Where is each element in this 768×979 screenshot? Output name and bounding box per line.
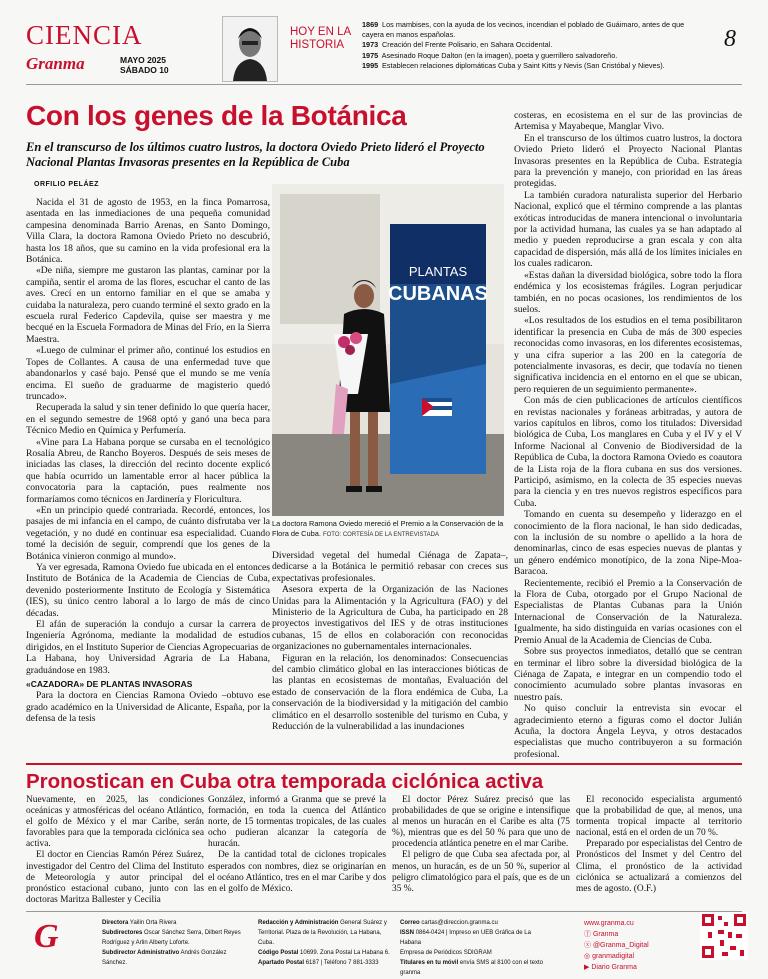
issue-weekday: SÁBADO 10 [120,65,169,75]
twitter-handle: @Granma_Digital [592,942,649,949]
footer-social [584,918,694,973]
history-year: 1995 [362,60,379,70]
paragraph: «Luego de culminar el primer año, continué los estudios en Topes de Collantes. A causa de una enfermedad tuve que abandonarlos y casé bajo. Pensé que el mundo se me venía encima. El sueño de graduarme de magisterio quedó truncado». [26,345,270,402]
paragraph: El peligro de que Cuba sea afectada por, al menos, un huracán, es de un 50 %, superior al peligro climatológico para el país, que es de un 35 %. [392,850,570,894]
history-year: 1973 [362,40,379,50]
article-column-1 [26,197,270,725]
facebook-handle: Granma [592,931,619,938]
paragraph: «Estas dañan la diversidad biológica, sobre todo la flora endémica y los ecosistemas frágiles. Logran perjudicar también, en no pocas ocasiones, los rendimientos de los suelos. [514,269,742,315]
footer-key: Directora [102,920,129,926]
qr-code-icon [700,912,748,960]
history-item [362,20,702,40]
youtube-handle: Diario Granma [591,964,637,971]
issue-month: MAYO 2025 [120,55,166,65]
footer-value: Andrés González Sánchez. [102,950,227,966]
caption-text: La doctora Ramona Oviedo mereció el Premio a la Conservación de la Flora de Cuba. [272,519,504,538]
banner-text-1: PLANTAS [408,264,468,279]
paragraph: Nacida el 31 de agosto de 1953, en la finca Pomarrosa, asentada en las inmediaciones de una pequeña comunidad campesina denominada Barrio Arenas, en Santo Domingo, Villa Clara, la doctora Ramona Oviedo Prieto no descubrió, hasta los 18 años, que su camino en la vida profesional era la Botánica. [26,197,270,266]
article2-headline: Pronostican en Cuba otra temporada ciclónica activa [26,770,544,793]
footer-key: Redacción y Administración [258,920,339,926]
paragraph: No quiso concluir la entrevista sin evocar el agradecimiento eterno a figuras como el doctor Julián Acuña, la doctora Ángela Leyva, y otros destacados especialistas que mucho contribuyeron a su formación profesional. [514,703,742,760]
paragraph: González, informó a Granma que se prevé la formación, en toda la cuenca del Atlántico norte, de 15 tormentas tropicales, de las cuales ocho pudieran alcanzar la categoría de huracán. [208,795,386,850]
history-list [362,20,702,71]
footer-divider [26,911,742,912]
paragraph: Asesora experta de la Organización de las Naciones Unidas para la Alimentación y la Agricultura (FAO) y del Ministerio de la Agricultura de Cuba, ha participado en 28 proyectos investigativos del IES y de otras instituciones cubanas, 15 de ellos en colaboración con reconocidas organizaciones no gubernamentales internacionales. [272,584,508,653]
paragraph: «En un principio quedé contrariada. Recordé, entonces, los pasajes de mi infancia en el campo, de cuánto disfrutaba ver la vegetación, y no dudé en continuar esa especialidad. Cuando tomé la decisión de seguir, comprendí que los genes de la Botánica vinieron conmigo al mundo». [26,504,270,562]
paragraph: Sobre sus proyectos inmediatos, detalló que se centran en terminar el libro sobre la diversidad biológica de la Ciénaga de Zapata, e integrar en un compendio todo el conocimiento acumulado sobre plantas invasoras en nuestro país. [514,646,742,703]
footer-line [400,958,550,978]
history-text: Asesinado Roque Dalton (en la imagen), poeta y guerrillero salvadoreño. [381,50,618,60]
paragraph: costeras, en ecosistema en el sur de las provincias de Artemisa y Mayabeque, Manglar Vivo. [514,110,742,133]
paragraph: Preparado por especialistas del Centro de Pronósticos del Insmet y del Centro del Clima, el pronóstico de la actividad ciclónica se actualizará a comienzos del mes de agosto. (O.F.) [576,839,742,894]
paragraph: Recientemente, recibió el Premio a la Conservación de la Flora de Cuba, otorgado por el Grupo Nacional de Especialistas de Plantas Cubanas para la Unión Internacional de Conservación de la Naturaleza. Igualmente, ha sido distinguida en varias ocasiones con el Premio Anual de la Academia de Ciencias de Cuba. [514,577,742,646]
paragraph: Nuevamente, en 2025, las condiciones oceánicas y atmosféricas del océano Atlántico, el golfo de México y el mar Caribe, serán favorables para que la temporada ciclónica sea activa. [26,795,204,850]
article-divider [26,763,742,765]
paragraph: En el transcurso de los últimos cuatro lustros, la doctora Oviedo Prieto lideró el Proyecto Nacional Plantas Invasoras presentes en la República de Cuba. Estrategia para la prevención y manejo, con prioridad en las áreas protegidas. [514,132,742,190]
youtube-link[interactable]: ▶ Diario Granma [584,964,637,971]
footer-value: Empresa de Periódicos SDIGRAM [400,950,492,956]
paragraph: Ya ver egresada, Ramona Oviedo fue ubicada en el entonces Instituto de Botánica de la Academia de Ciencias de Cuba, devenido posteriormente Instituto de Ecología y Sistemática (IES), su único centro laboral a lo largo de más de cinco décadas. [26,562,270,619]
footer-contact [400,918,550,978]
footer-staff [102,918,252,968]
facebook-link[interactable]: ⓕ Granma [584,931,619,938]
paragraph: Diversidad vegetal del humedal Ciénaga de Zapata–, dedicarse a la Botánica le permitió rebasar con creces sus expectativas profesionales. [272,550,508,584]
instagram-link[interactable]: ◎ granmadigital [584,953,635,960]
granma-logo: Granma [26,54,85,73]
paragraph: Tomando en cuenta su desempeño y liderazgo en el conocimiento de la flora nacional, le han sido dedicadas, con la inclusión de su nombre o apellido a la hora de denominarlas, cinco de esas especies nuevas de plantas y un género endémico monotípico, de la zona Nipe-Moa-Baracoa. [514,509,742,578]
footer-line [258,958,394,968]
paragraph: Recuperada la salud y sin tener definido lo que quería hacer, en el segundo semestre de 1968 optó y ganó una beca para Técnico Medio en Química y Perfumería. [26,402,270,437]
article-byline: ORFILIO PELÁEZ [34,181,99,188]
history-label-line1: HOY EN LA [290,26,352,38]
website-link[interactable]: www.granma.cu [584,920,634,927]
footer-key: Apartado Postal [258,960,305,966]
history-year: 1869 [362,20,379,29]
paragraph: El doctor en Ciencias Ramón Pérez Suárez, investigador del Centro del Clima del Instituto de Meteorología y autor principal del pronóstico estacional cubano, junto con las doctoras Maritza Ballester y Cecilia [26,850,204,905]
photo-caption [272,519,508,540]
paragraph: El doctor Pérez Suárez precisó que las probabilidades de que se origine e intensifique al menos un huracán en el Caribe es alta (75 %), mientras que es del 50 % para que uno de procedencia atlántica penetre en el mar Caribe. [392,795,570,850]
footer-key: Titulares en tu móvil [400,960,459,966]
paragraph: El afán de superación la condujo a cursar la carrera de Ingeniería Agrónoma, mediante la modalidad de estudios dirigidos, en el Instituto Superior de Ciencias Agropecuarias de La Habana, hoy Universidad Agraria de La Habana, graduándose en 1983. [26,619,270,676]
article2-column-4 [576,795,742,895]
roque-dalton-portrait [222,16,278,82]
paragraph: «Vine para La Habana porque se cursaba en el tecnológico Rosalía Abreu, de Rancho Boyeros. Después de seis meses de iniciadas las clases, la dirección del recinto docente explicó que había ocurrido un lamentable error al hacer pública la convocatoria para la captación, pues realmente nos formaríamos como técnicos en Jardinería y Floricultura. [26,436,270,505]
footer-value: Oscar Sánchez Serra, Dilbert Reyes Rodríguez y Arlin Alberty Loforte. [102,930,241,946]
page-number: 8 [724,26,736,52]
paragraph: Para la doctora en Ciencias Ramona Oviedo –obtuvo ese grado académico en la Universidad de Alicante, España, por la defensa de la tesis [26,690,270,725]
article-photo [272,184,504,516]
footer-address [258,918,394,968]
paragraph: «Los resultados de los estudios en el tema posibilitaron identificar la presencia en Cuba de más de 300 especies reconocidas como invasoras, en los diferentes ecosistemas, y una cifra superior a las 200 en la categoría de potencialmente invasoras, es decir, que todavía no tienen significativa incidencia en el entorno en el que se ubican, pero requieren de un seguimiento permanente». [514,315,742,395]
history-item [362,51,702,61]
paragraph: De la cantidad total de ciclones tropicales esperados con nombres, diez se originarían en el océano Atlántico, tres en el mar Caribe y dos en el golfo de México. [208,850,386,894]
article-subhead: «CAZADORA» DE PLANTAS INVASORAS [26,679,193,690]
paragraph: «De niña, siempre me gustaron las plantas, caminar por la campiña, sentir el aroma de las flores, escuchar el canto de las aves. Crecí en un entorno familiar en el que se amaba y cuidaba la naturaleza, pero cuando terminé el sexto grado en la escuela rural Federico Capdevila, quise ser maestra y me becqué en la Escuela Formadora de Minas del Frío, en la Sierra Maestra. [26,265,270,345]
photo-credit: FOTO: CORTESÍA DE LA ENTREVISTADA [322,531,439,538]
paragraph: Con más de cien publicaciones de artículos científicos en revistas nacionales y foráneas arbitradas, y autora de varios capítulos en libros, como los titulados: Diversidad biológica de Cuba, Los manglares en Cuba y el IV y el V Informe Nacional al Convenio de Biodiversidad de la República de Cuba, la doctora Ramona Oviedo es coautora de la Lista roja de la flora cubana en sus dos versiones. Participó, asimismo, en la colecta de 35 especies nuevas para la ciencia y en tres nuevos registros específicos para Cuba. [514,395,742,509]
footer-line [400,948,550,958]
footer-key: Correo [400,920,420,926]
footer-logo: G [34,918,59,955]
section-title: CIENCIA [26,20,143,50]
footer-key: ISSN [400,930,415,936]
footer-line [102,928,252,948]
article-column-3 [514,110,742,760]
history-item [362,61,702,71]
footer-line [258,918,394,948]
article2-column-2 [208,795,386,895]
article-standfirst: En el transcurso de los últimos cuatro lustros, la doctora Oviedo Prieto lideró el Proyecto Nacional Plantas Invasoras presentes en la República de Cuba [26,140,485,169]
footer-value: cartas@direccion.granma.cu [421,920,498,926]
history-text: Los mambises, con la ayuda de los vecinos, incendian el poblado de Guáimaro, antes de que cayera en manos españolas. [362,20,685,40]
footer-line [400,918,550,928]
history-text: Establecen relaciones diplomáticas Cuba y Saint Kitts y Nevis (San Cristóbal y Nieves). [382,60,665,70]
footer-line [102,918,252,928]
paragraph: El reconocido especialista argumentó que la probabilidad de que, al menos, una tormenta tropical impacte al territorio nacional, está en el orden de un 70 %. [576,795,742,839]
history-label [290,26,351,52]
header-divider [26,84,742,85]
article-column-2 [272,550,508,733]
footer-value: 10699. Zona Postal La Habana 6. [300,950,390,956]
paragraph: Figuran en la relación, los denominados: Consecuencias del cambio climático global en las interacciones bióticas de las plantas en ecosistemas de montañas, Evaluación del estado de conservación de la flora endémica de Cuba, La conservación de la biodiversidad y la mitigación del cambio climático en el desarrollo sostenible del turismo en Cuba, y Reducción de la vulnerabilidad a las inundaciones [272,652,508,733]
history-text: Creación del Frente Polisario, en Sahara Occidental. [382,40,553,50]
footer-line [258,948,394,958]
paragraph: La también curadora naturalista superior del Herbario Nacional, explicó que el término comprende a las plantas exóticas introducidas de manera intencional o involuntaria por la actividad humana, las cuales ya se han adaptado al medio y pueden reproducirse a gran escala y con alta capacidad de dispersión, más allá de los límites iniciales en los cuales radicaron. [514,189,742,270]
history-label-line2: HISTORIA [290,39,345,51]
history-item [362,40,702,50]
footer-value: 6187 | Teléfono 7 881-3333 [305,960,379,966]
footer-key: Subdirector Administrativo [102,950,180,956]
twitter-link[interactable]: ⓧ @Granma_Digital [584,942,649,949]
footer-line [102,948,252,968]
footer-line [400,928,550,948]
issue-date [120,55,169,75]
instagram-handle: granmadigital [592,953,635,960]
article-headline: Con los genes de la Botánica [26,100,407,131]
article2-column-3 [392,795,570,895]
footer-value: General Suárez y Territorial. Plaza de la Revolución, La Habana, Cuba. [258,920,387,946]
footer-key: Subdirectores [102,930,143,936]
footer-key: Código Postal [258,950,299,956]
footer-value: envía SMS al 8100 con el texto granma [400,960,543,976]
article2-column-1 [26,795,204,906]
banner-text-2: CUBANAS [388,283,488,305]
footer-value: Yailin Orta Rivera [129,920,177,926]
footer-value: 0864-0424 | Impreso en UEB Gráfica de La Habana [400,930,531,946]
history-year: 1975 [362,50,379,60]
